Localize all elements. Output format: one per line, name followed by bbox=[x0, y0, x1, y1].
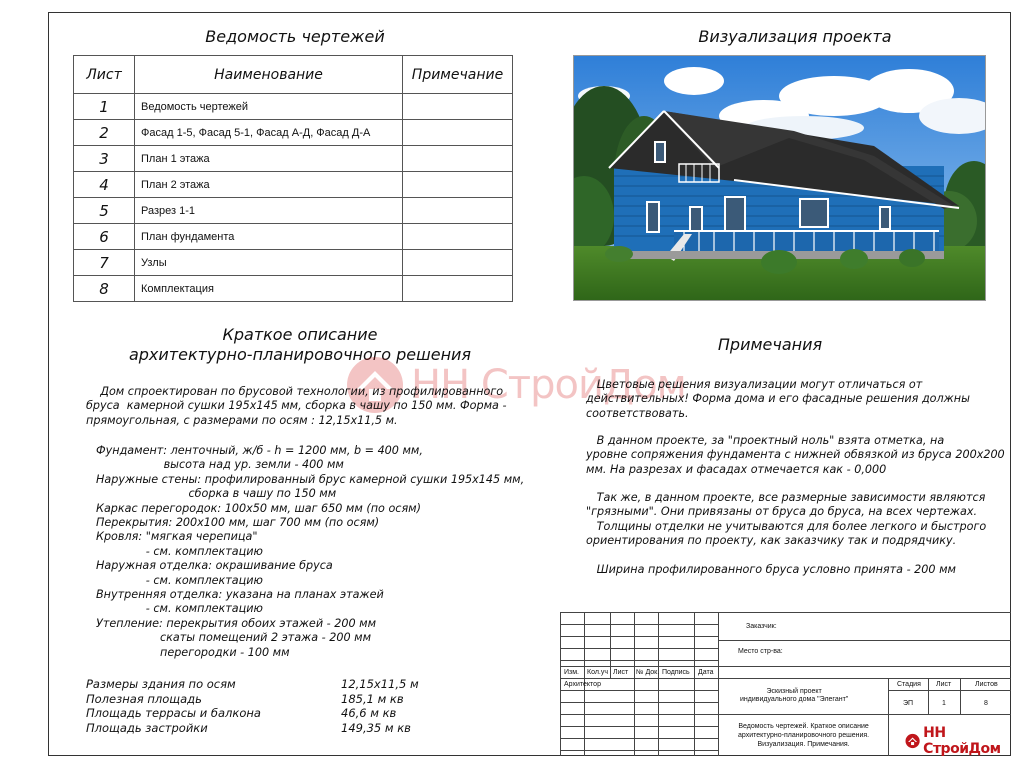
summary-value: 46,6 м кв bbox=[341, 706, 397, 720]
customer-label: Заказчик: bbox=[746, 623, 777, 630]
summary-value: 12,15х11,5 м bbox=[341, 677, 419, 691]
sheet-name: Ведомость чертежей bbox=[135, 94, 403, 120]
column-doc-number: № Док. bbox=[636, 669, 660, 676]
sheet-header: Лист bbox=[936, 681, 952, 688]
location-label: Место стр-ва: bbox=[738, 648, 783, 655]
sheet-name: Узлы bbox=[135, 250, 403, 276]
stage-value: ЭП bbox=[903, 700, 914, 707]
sheet-name: Фасад 1-5, Фасад 5-1, Фасад А-Д, Фасад Д-А bbox=[135, 120, 403, 146]
sheet-note bbox=[403, 224, 513, 250]
sheet-number: 6 bbox=[74, 224, 135, 250]
sheet-note bbox=[403, 276, 513, 302]
sheet-number: 1 bbox=[74, 94, 135, 120]
sheet-name: План фундамента bbox=[135, 224, 403, 250]
company-logo bbox=[905, 725, 1011, 757]
table-row bbox=[74, 250, 513, 276]
sheet-number: 7 bbox=[74, 250, 135, 276]
summary-label: Площадь террасы и балкона bbox=[86, 706, 261, 720]
table-header-row bbox=[74, 56, 513, 94]
summary-value: 149,35 м кв bbox=[341, 720, 411, 735]
company-logo-icon bbox=[905, 732, 920, 750]
notes-title: Примечания bbox=[717, 335, 823, 354]
description-intro: Дом спроектирован по брусовой технологии, из профилированного бруса камерной сушки 195х145 мм, сборка в чашу по 150 мм. Форма - прямоугольная, с размерами по осям : 12,15х11,5 м. bbox=[86, 385, 507, 427]
table-row bbox=[74, 146, 513, 172]
notes-paragraph-3: Так же, в данном проекте, все размерные зависимости являются "грязными". Они привязаны от бруса до бруса, на всех чертежах. Толщины отделки не учитываются для более легкого и быстрого ориентирования по проекту, как заказчику так и подрядчику. bbox=[586, 491, 987, 548]
sheet-note bbox=[403, 198, 513, 224]
summary-label: Площадь застройки bbox=[86, 720, 208, 735]
table-row bbox=[74, 172, 513, 198]
watermark-text: НН СтройДом bbox=[411, 362, 686, 408]
sheet-number: 8 bbox=[74, 276, 135, 302]
table-row bbox=[74, 94, 513, 120]
sheet-note bbox=[403, 250, 513, 276]
visualization-title: Визуализация проекта bbox=[698, 27, 892, 46]
brief-description-title-line2: архитектурно-планировочного решения bbox=[128, 345, 472, 364]
sheets-header: Листов bbox=[975, 681, 998, 688]
project-name: Эскизный проект индивидуального дома "Элегант" bbox=[740, 688, 849, 703]
sheet-number: 2 bbox=[74, 120, 135, 146]
brief-description-title-line1: Краткое описание bbox=[222, 325, 378, 344]
sheet-name: Разрез 1-1 bbox=[135, 198, 403, 224]
title-block-stamp bbox=[560, 612, 1011, 756]
sheet-number: 3 bbox=[74, 146, 135, 172]
column-date: Дата bbox=[698, 669, 714, 676]
notes-paragraph-4: Ширина профилированного бруса условно принята - 200 мм bbox=[586, 563, 956, 576]
drawings-table bbox=[73, 55, 513, 302]
summary-row bbox=[86, 692, 419, 707]
column-signature: Подпись bbox=[662, 669, 690, 676]
architect-label: Архитектор bbox=[564, 681, 601, 688]
sheet-note bbox=[403, 94, 513, 120]
drawings-list-title: Ведомость чертежей bbox=[205, 27, 385, 46]
house-visualization-image bbox=[573, 55, 986, 301]
company-logo-text: НН СтройДом bbox=[923, 725, 1001, 757]
column-change: Изм. bbox=[564, 669, 579, 676]
sheet-title: Ведомость чертежей. Краткое описание архитектурно-планировочного решения. Визуализация. Примечания. bbox=[738, 723, 870, 748]
sheet-number: 5 bbox=[74, 198, 135, 224]
sheet-value: 1 bbox=[942, 700, 946, 707]
table-row bbox=[74, 120, 513, 146]
sheet-note bbox=[403, 172, 513, 198]
building-summary bbox=[86, 677, 419, 735]
table-row bbox=[74, 198, 513, 224]
sheet-name: Комплектация bbox=[135, 276, 403, 302]
header-sheet: Лист bbox=[74, 56, 135, 94]
table-row bbox=[74, 224, 513, 250]
header-name: Наименование bbox=[135, 56, 403, 94]
header-note: Примечание bbox=[403, 56, 513, 94]
sheet-name: План 2 этажа bbox=[135, 172, 403, 198]
summary-value: 185,1 м кв bbox=[341, 691, 404, 706]
column-sheet: Лист bbox=[613, 669, 629, 676]
sheets-value: 8 bbox=[984, 700, 988, 707]
column-count: Кол.уч bbox=[587, 669, 608, 676]
description-specs: Фундамент: ленточный, ж/б - h = 1200 мм, b = 400 мм, высота над ур. земли - 400 мм Наружные стены: профилированный брус камерной сушки 195х145 мм, сборка в чашу по 150 мм Каркас перегородок: 100х50 мм, шаг 650 мм (по осям) Перекрытия: 200х100 мм, шаг 700 мм (по осям) Кровля: "мягкая черепица" - см. комплектацию Наружная отделка: окрашивание бруса - см. комплектацию Внутренняя отделка: указана на планах этажей - см. комплектацию Утепление: перекрытия обоих этажей - 200 мм скаты помещений 2 этажа - 200 мм перегородки - 100 мм bbox=[96, 444, 525, 659]
summary-row bbox=[86, 706, 419, 721]
summary-label: Размеры здания по осям bbox=[86, 677, 236, 691]
summary-label: Полезная площадь bbox=[86, 691, 202, 706]
notes-paragraph-1: Цветовые решения визуализации могут отличаться от действительных! Форма дома и его фасадные решения должны соответствовать. bbox=[586, 378, 970, 420]
sheet-number: 4 bbox=[74, 172, 135, 198]
notes-paragraph-2: В данном проекте, за "проектный ноль" взята отметка, на уровне сопряжения фундамента с нижней обвязкой из бруса 200х200 мм. На разрезах и фасадах отмечается как - 0,000 bbox=[586, 434, 1005, 476]
sheet-name: План 1 этажа bbox=[135, 146, 403, 172]
sheet-note bbox=[403, 120, 513, 146]
sheet-note bbox=[403, 146, 513, 172]
summary-row bbox=[86, 677, 419, 692]
summary-row bbox=[86, 721, 419, 736]
table-row bbox=[74, 276, 513, 302]
stage-header: Стадия bbox=[897, 681, 921, 688]
